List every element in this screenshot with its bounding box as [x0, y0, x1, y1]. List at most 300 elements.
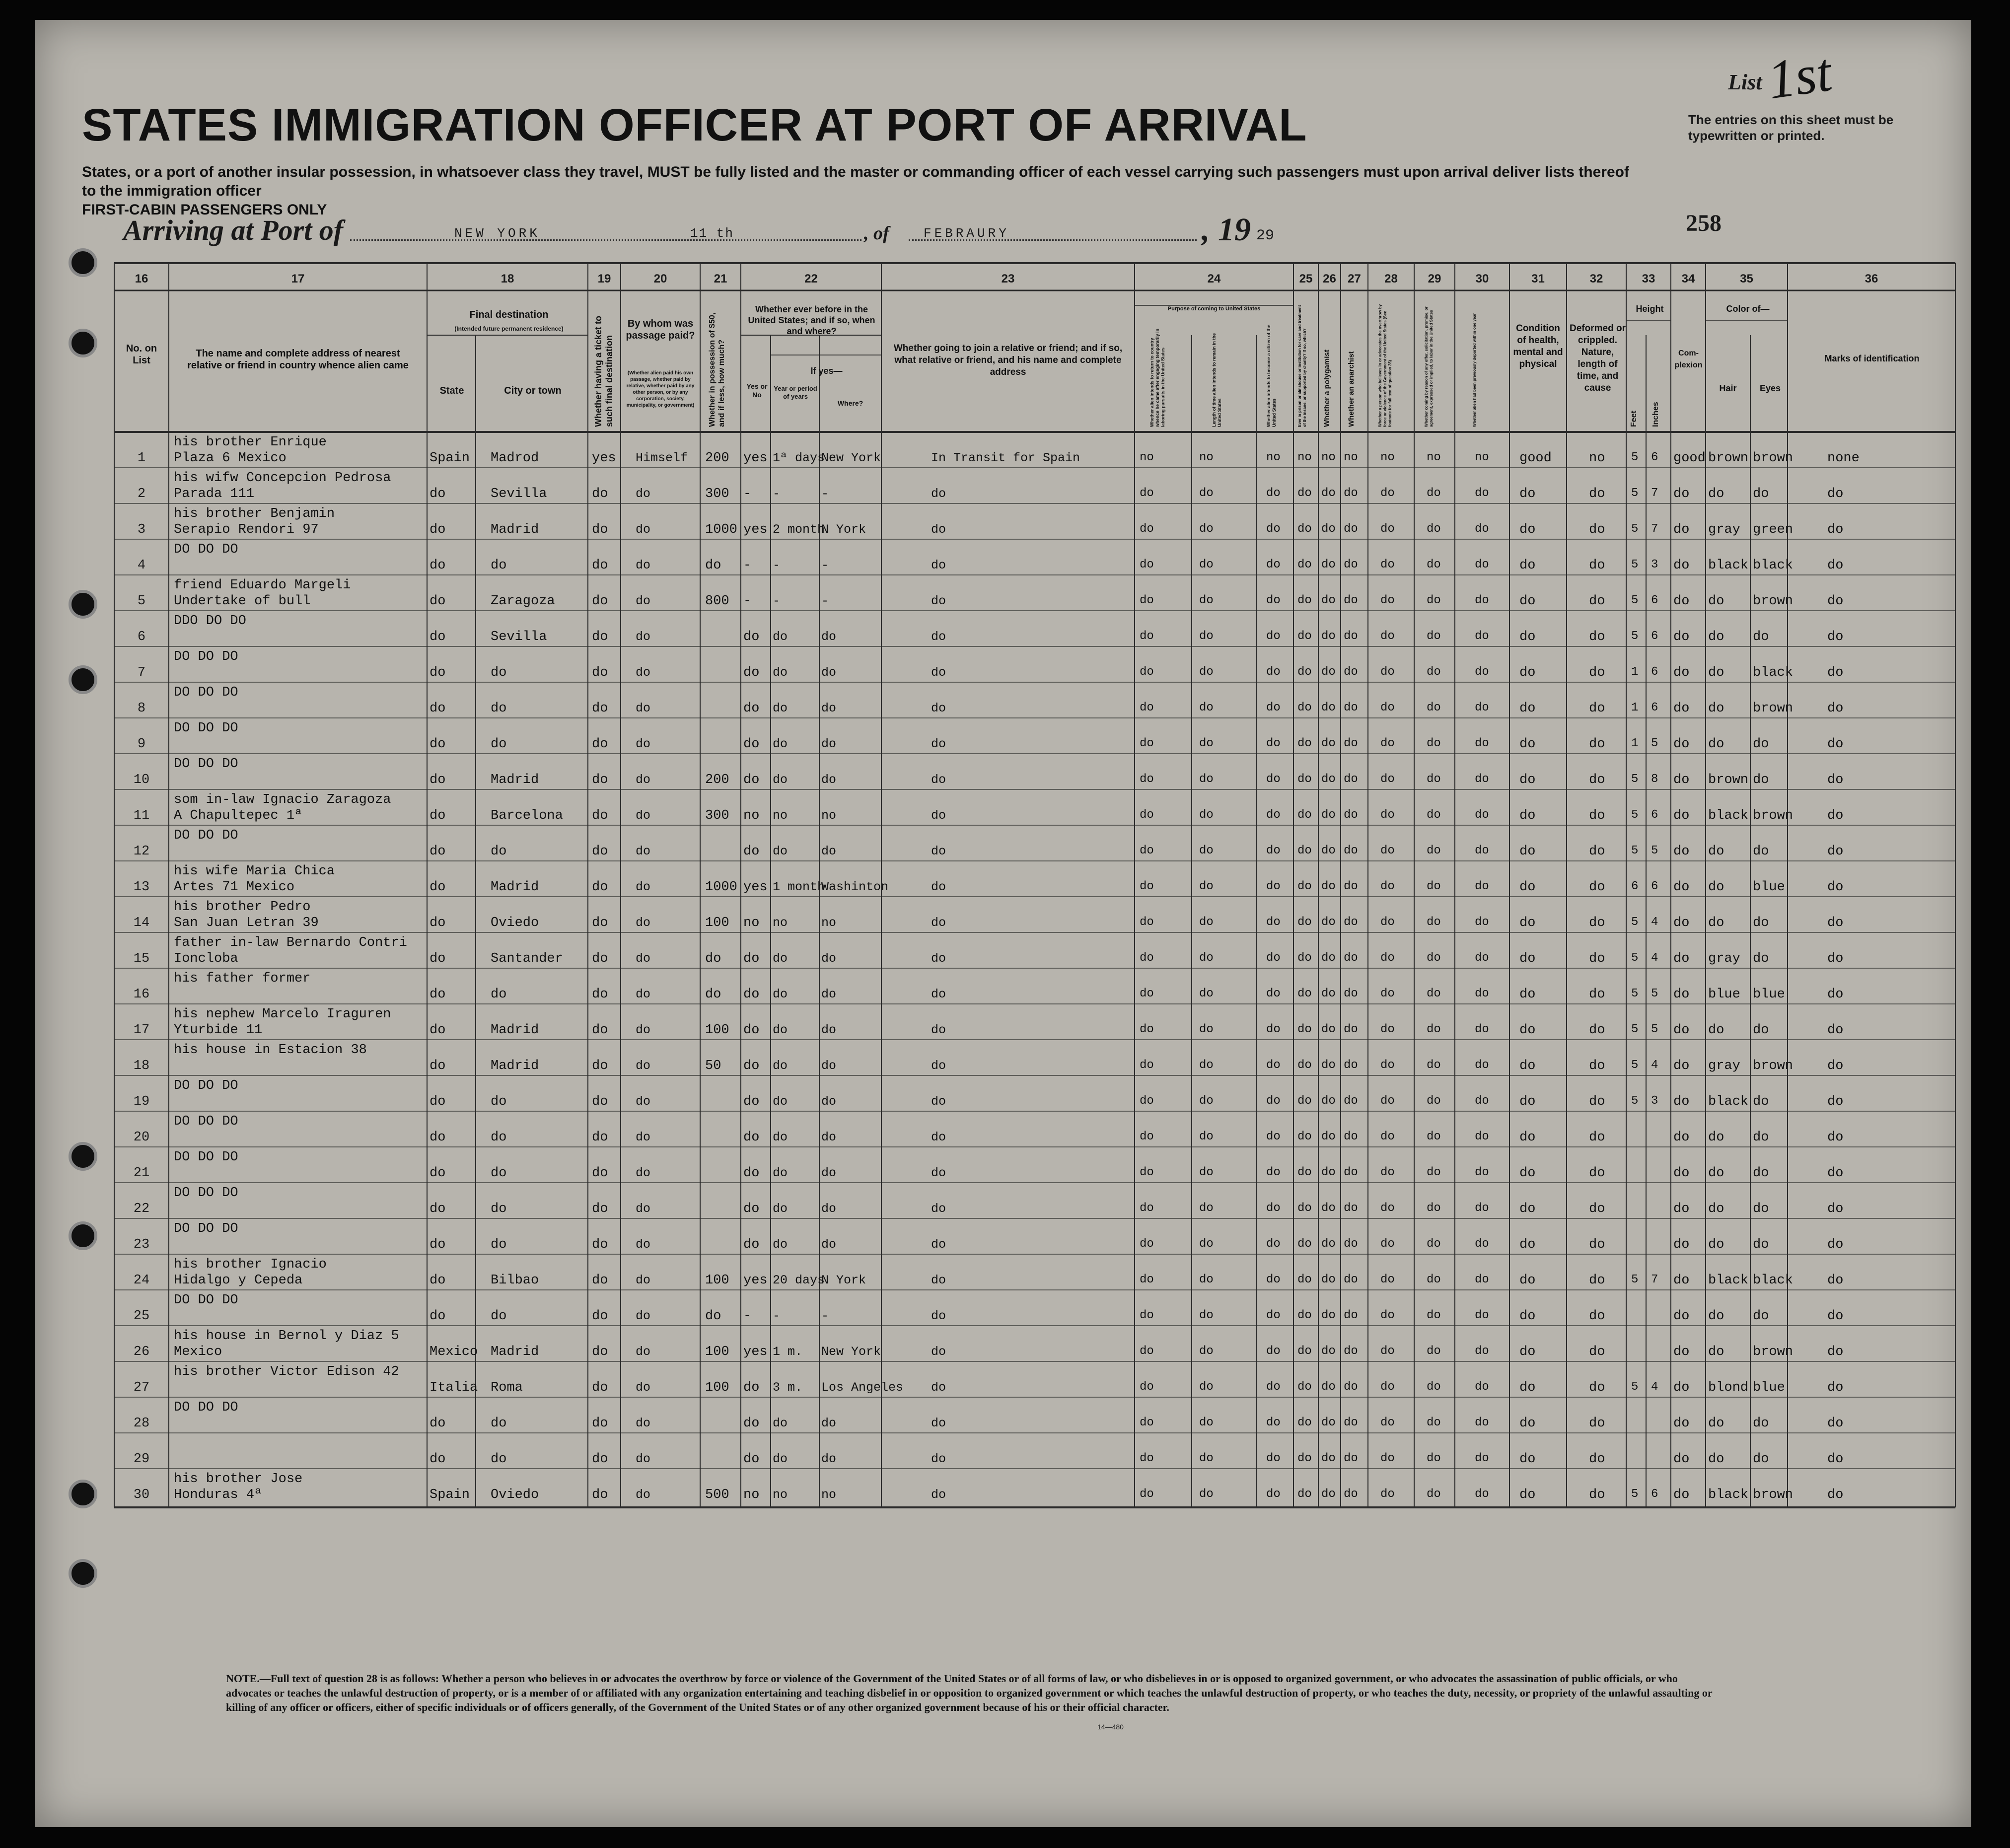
cell-in: 4	[1651, 1380, 1658, 1394]
cell-c28: do	[1380, 1059, 1395, 1072]
cell-join: do	[931, 1094, 946, 1109]
class-label: FIRST-CABIN PASSENGERS ONLY	[82, 202, 327, 218]
cell-health: do	[1519, 558, 1536, 573]
cell-ticket: do	[592, 1380, 608, 1395]
cell-complexion: do	[1673, 737, 1690, 752]
cell-period: do	[773, 737, 788, 751]
cell-marks: do	[1827, 594, 1844, 609]
cell-p1: do	[1140, 1094, 1154, 1108]
cell-money: do	[705, 558, 721, 573]
cell-c30: do	[1475, 1237, 1489, 1251]
cell-c26: do	[1321, 1416, 1336, 1429]
cell-c29: do	[1427, 487, 1441, 500]
cell-yesno: do	[743, 1452, 760, 1467]
column-number: 17	[291, 272, 305, 285]
cell-c27: do	[1344, 1416, 1358, 1429]
cell-yesno: -	[743, 487, 752, 501]
cell-health: do	[1519, 1416, 1536, 1431]
cell-paid: do	[636, 665, 651, 680]
cell-join: do	[931, 1488, 946, 1502]
cell-where: do	[821, 1059, 837, 1073]
cell-c29: do	[1427, 701, 1441, 714]
cell-city: do	[491, 987, 507, 1002]
cell-health: do	[1519, 844, 1536, 859]
cell-where: do	[821, 1166, 837, 1180]
cell-p1: do	[1140, 808, 1154, 822]
cell-p1: do	[1140, 844, 1154, 857]
cell-p3: do	[1266, 1023, 1281, 1036]
relative-name: DO DO DO	[174, 757, 238, 772]
cell-city: do	[491, 1202, 507, 1216]
cell-city: Zaragoza	[491, 594, 555, 609]
cell-p2: do	[1199, 522, 1214, 536]
cell-deformed: do	[1589, 487, 1605, 501]
cell-c30: do	[1475, 987, 1489, 1000]
cell-period: do	[773, 951, 788, 966]
cell-in: 6	[1651, 880, 1658, 893]
cell-c26: no	[1321, 451, 1336, 464]
cell-yesno: do	[743, 630, 760, 644]
arrival-year-prefix: , 19	[1202, 212, 1251, 248]
cell-yesno: do	[743, 1059, 760, 1073]
cell-yesno: -	[743, 558, 752, 573]
cell-period: do	[773, 1059, 788, 1073]
cell-c27: do	[1344, 773, 1358, 786]
cell-deformed: do	[1589, 808, 1605, 823]
column-number: 28	[1384, 272, 1398, 285]
cell-health: do	[1519, 1023, 1536, 1038]
header-color-of: Color of—	[1726, 304, 1770, 314]
cell-marks: do	[1827, 844, 1844, 859]
cell-ticket: do	[592, 987, 608, 1002]
cell-c28: do	[1380, 1202, 1395, 1215]
cell-eyes: blue	[1753, 880, 1785, 895]
cell-health: do	[1519, 1237, 1536, 1252]
cell-c26: do	[1321, 1094, 1336, 1108]
cell-join: do	[931, 558, 946, 572]
relative-name: DO DO DO	[174, 1114, 238, 1129]
cell-in: 5	[1651, 987, 1658, 1000]
cell-c29: do	[1427, 594, 1441, 607]
cell-eyes: do	[1753, 844, 1769, 859]
cell-p3: do	[1266, 487, 1281, 500]
cell-c29: do	[1427, 1380, 1441, 1394]
cell-p3: do	[1266, 880, 1281, 893]
cell-c27: do	[1344, 1452, 1358, 1465]
cell-in: 5	[1651, 737, 1658, 750]
cell-ft: 5	[1631, 522, 1639, 536]
cell-p2: do	[1199, 844, 1214, 857]
cell-state: do	[430, 1094, 446, 1109]
cell-city: do	[491, 844, 507, 859]
cell-yesno: no	[743, 1488, 760, 1502]
cell-where: Los Angeles	[821, 1380, 904, 1395]
cell-c27: do	[1344, 1273, 1358, 1286]
cell-state: do	[430, 665, 446, 680]
cell-yesno: no	[743, 808, 760, 823]
cell-p1: do	[1140, 951, 1154, 965]
relative-address: Plaza 6 Mexico	[174, 451, 287, 466]
header-purpose-b: Length of time alien intends to remain in the United States	[1212, 333, 1222, 427]
cell-health: do	[1519, 737, 1536, 752]
cell-c27: do	[1344, 558, 1358, 571]
cell-health: do	[1519, 1059, 1536, 1073]
cell-money: 100	[705, 1345, 729, 1359]
cell-state: do	[430, 844, 446, 859]
cell-c30: do	[1475, 916, 1489, 929]
cell-city: do	[491, 558, 507, 573]
header-eyes: Eyes	[1759, 383, 1781, 393]
cell-ticket: do	[592, 487, 608, 501]
cell-paid: do	[636, 1488, 651, 1502]
relative-address: A Chapultepec 1ª	[174, 808, 303, 823]
cell-complexion: do	[1673, 880, 1690, 895]
cell-paid: do	[636, 630, 651, 644]
cell-join: do	[931, 1309, 946, 1323]
cell-yesno: yes	[743, 522, 768, 537]
cell-marks: do	[1827, 1059, 1844, 1073]
cell-c29: do	[1427, 1130, 1441, 1143]
cell-c26: do	[1321, 1273, 1336, 1286]
row-number: 4	[137, 558, 146, 573]
relative-name: DO DO DO	[174, 828, 238, 843]
cell-c25: do	[1297, 1202, 1312, 1215]
relative-name: his brother Ignacio	[174, 1257, 327, 1272]
cell-p2: do	[1199, 773, 1214, 786]
page-subtitle: States, or a port of another insular possession, in whatsoever class they travel, MUST be fully listed and the master or commanding officer of each vessel carrying such passengers must upon arrival deliver lists thereof to the immigration officer FIRST-CABIN PASSENGERS ONLY	[82, 164, 1629, 218]
cell-period: 1 month	[773, 880, 825, 894]
cell-health: do	[1519, 1202, 1536, 1216]
cell-c25: no	[1297, 451, 1312, 464]
arrival-day: 11 th	[690, 226, 734, 241]
cell-yesno: do	[743, 1416, 760, 1431]
cell-deformed: do	[1589, 880, 1605, 895]
header-where: Where?	[837, 399, 863, 407]
cell-money: 50	[705, 1059, 721, 1073]
cell-money: 800	[705, 594, 729, 609]
column-number: 25	[1299, 272, 1313, 285]
cell-c27: do	[1344, 1130, 1358, 1143]
cell-yesno: yes	[743, 1273, 768, 1288]
cell-in: 4	[1651, 916, 1658, 929]
cell-ft: 5	[1631, 951, 1639, 965]
header-if-yes: If yes—	[810, 366, 843, 376]
cell-eyes: do	[1753, 1452, 1769, 1467]
row-number: 2	[137, 487, 146, 501]
row-number: 30	[133, 1488, 150, 1502]
cell-city: Barcelona	[491, 808, 563, 823]
cell-c29: do	[1427, 522, 1441, 536]
cell-p3: do	[1266, 1094, 1281, 1108]
cell-period: do	[773, 630, 788, 644]
cell-city: Madrid	[491, 1059, 539, 1073]
cell-ticket: do	[592, 1202, 608, 1216]
cell-marks: do	[1827, 1416, 1844, 1431]
cell-state: do	[430, 737, 446, 752]
column-number: 24	[1207, 272, 1221, 285]
relative-name: DO DO DO	[174, 721, 238, 736]
cell-marks: do	[1827, 1130, 1844, 1145]
row-number: 23	[133, 1237, 150, 1252]
cell-city: do	[491, 1237, 507, 1252]
header-relative: The name and complete address of nearest relative or friend in country whence alien came	[187, 348, 409, 371]
cell-paid: do	[636, 1452, 651, 1466]
cell-p2: do	[1199, 487, 1214, 500]
cell-ticket: do	[592, 522, 608, 537]
cell-join: do	[931, 594, 946, 608]
cell-p2: do	[1199, 916, 1214, 929]
cell-c28: do	[1380, 1023, 1395, 1036]
cell-hair: do	[1708, 1130, 1724, 1145]
cell-join: do	[931, 487, 946, 501]
cell-state: do	[430, 1309, 446, 1324]
header-possession: Whether in possession of $50, and if less, how much?	[708, 312, 726, 427]
cell-marks: do	[1827, 880, 1844, 895]
cell-c29: do	[1427, 737, 1441, 750]
cell-city: Madrid	[491, 1023, 539, 1038]
cell-c28: do	[1380, 844, 1395, 857]
cell-period: do	[773, 1094, 788, 1109]
cell-c26: do	[1321, 1380, 1336, 1394]
cell-c27: do	[1344, 1202, 1358, 1215]
cell-state: do	[430, 594, 446, 609]
cell-join: do	[931, 1023, 946, 1037]
header-final-destination: Final destination	[469, 309, 549, 320]
cell-p2: do	[1199, 558, 1214, 571]
cell-p3: do	[1266, 1202, 1281, 1215]
cell-where: do	[821, 1130, 837, 1144]
cell-marks: do	[1827, 630, 1844, 644]
cell-join: do	[931, 951, 946, 966]
cell-paid: do	[636, 558, 651, 572]
cell-complexion: do	[1673, 522, 1690, 537]
relative-address: Mexico	[174, 1345, 222, 1359]
form-number: 14—480	[1097, 1723, 1124, 1731]
column-number: 23	[1001, 272, 1015, 285]
cell-health: do	[1519, 1488, 1536, 1502]
cell-c30: do	[1475, 844, 1489, 857]
cell-complexion: do	[1673, 916, 1690, 930]
cell-in: 6	[1651, 701, 1658, 714]
cell-eyes: do	[1753, 916, 1769, 930]
cell-c28: no	[1380, 451, 1395, 464]
cell-deformed: do	[1589, 1416, 1605, 1431]
cell-state: do	[430, 1273, 446, 1288]
cell-period: do	[773, 1202, 788, 1216]
cell-p1: do	[1140, 1452, 1154, 1465]
cell-c30: do	[1475, 951, 1489, 965]
cell-c28: do	[1380, 1380, 1395, 1394]
binder-hole	[69, 1559, 97, 1588]
cell-state: Mexico	[430, 1345, 478, 1359]
binder-hole	[69, 1221, 97, 1250]
cell-c30: do	[1475, 1416, 1489, 1429]
cell-deformed: do	[1589, 844, 1605, 859]
cell-c28: do	[1380, 987, 1395, 1000]
cell-where: no	[821, 808, 837, 823]
cell-c25: do	[1297, 916, 1312, 929]
cell-ft: 1	[1631, 665, 1639, 679]
cell-join: do	[931, 1130, 946, 1144]
cell-city: Madrid	[491, 773, 539, 787]
cell-paid: do	[636, 987, 651, 1001]
cell-period: no	[773, 808, 788, 823]
cell-p3: do	[1266, 844, 1281, 857]
cell-deformed: do	[1589, 522, 1605, 537]
cell-paid: do	[636, 1309, 651, 1323]
cell-health: do	[1519, 1166, 1536, 1181]
cell-c27: do	[1344, 522, 1358, 536]
column-number: 36	[1865, 272, 1878, 285]
cell-period: do	[773, 1023, 788, 1037]
column-number: 18	[501, 272, 514, 285]
cell-city: Santander	[491, 951, 563, 966]
binder-hole	[69, 329, 97, 357]
relative-name: his brother Enrique	[174, 435, 327, 450]
cell-deformed: do	[1589, 1380, 1605, 1395]
cell-state: Spain	[430, 1488, 470, 1502]
cell-hair: brown	[1708, 451, 1749, 466]
row-number: 20	[133, 1130, 150, 1145]
cell-p3: do	[1266, 1130, 1281, 1143]
cell-c29: do	[1427, 1094, 1441, 1108]
cell-join: do	[931, 1166, 946, 1180]
cell-join: do	[931, 1416, 946, 1430]
cell-complexion: good	[1673, 451, 1706, 466]
header-c32: Deformed or crippled. Nature, length of time, and cause	[1570, 323, 1626, 393]
cell-c30: do	[1475, 737, 1489, 750]
cell-in: 6	[1651, 1488, 1658, 1501]
cell-city: do	[491, 737, 507, 752]
row-number: 14	[133, 916, 150, 930]
cell-marks: do	[1827, 951, 1844, 966]
cell-paid: do	[636, 808, 651, 823]
header-c30: Whether alien had been previously deported within one year	[1472, 313, 1477, 427]
cell-hair: do	[1708, 1452, 1724, 1467]
cell-eyes: do	[1753, 1309, 1769, 1324]
cell-paid: do	[636, 1273, 651, 1287]
cell-deformed: do	[1589, 1059, 1605, 1073]
cell-p3: do	[1266, 1416, 1281, 1429]
cell-city: Roma	[491, 1380, 523, 1395]
cell-in: 4	[1651, 951, 1658, 965]
cell-ticket: do	[592, 594, 608, 609]
row-number: 26	[133, 1345, 150, 1359]
relative-name: his house in Bernol y Diaz 5	[174, 1329, 399, 1344]
cell-in: 7	[1651, 522, 1658, 536]
cell-deformed: do	[1589, 987, 1605, 1002]
cell-c26: do	[1321, 630, 1336, 643]
cell-c25: do	[1297, 522, 1312, 536]
cell-paid: do	[636, 1094, 651, 1109]
row-number: 1	[137, 451, 146, 466]
cell-paid: do	[636, 1059, 651, 1073]
cell-health: do	[1519, 1452, 1536, 1467]
cell-period: do	[773, 665, 788, 680]
cell-ft: 5	[1631, 451, 1639, 464]
arriving-label: Arriving at Port of	[123, 214, 344, 246]
column-number: 29	[1428, 272, 1441, 285]
cell-ft: 5	[1631, 558, 1639, 571]
cell-yesno: do	[743, 1166, 760, 1181]
cell-complexion: do	[1673, 1166, 1690, 1181]
cell-city: Oviedo	[491, 1488, 539, 1502]
row-number: 17	[133, 1023, 150, 1038]
cell-ft: 5	[1631, 987, 1639, 1000]
cell-yesno: do	[743, 1237, 760, 1252]
cell-where: do	[821, 844, 837, 858]
cell-state: do	[430, 487, 446, 501]
cell-hair: gray	[1708, 522, 1740, 537]
list-label: List	[1728, 70, 1762, 94]
cell-eyes: brown	[1753, 1059, 1794, 1073]
header-c28: Whether a person who believes in or advocates the overthrow by force or violence of the Government of the United States (See footnote for full text of question 28)	[1378, 304, 1392, 427]
cell-city: Madrid	[491, 1345, 539, 1359]
cell-c26: do	[1321, 487, 1336, 500]
cell-c30: do	[1475, 594, 1489, 607]
cell-c30: do	[1475, 701, 1489, 714]
cell-city: do	[491, 1309, 507, 1324]
cell-c29: do	[1427, 630, 1441, 643]
cell-marks: do	[1827, 1166, 1844, 1181]
cell-ft: 1	[1631, 737, 1639, 750]
cell-c27: do	[1344, 1094, 1358, 1108]
cell-ticket: do	[592, 630, 608, 644]
cell-c25: do	[1297, 630, 1312, 643]
cell-c26: do	[1321, 701, 1336, 714]
relative-name: his wife Maria Chica	[174, 864, 335, 879]
cell-health: do	[1519, 630, 1536, 644]
cell-ticket: yes	[592, 451, 616, 466]
cell-deformed: do	[1589, 951, 1605, 966]
column-number: 27	[1348, 272, 1361, 285]
cell-where: N York	[821, 1273, 866, 1287]
cell-paid: do	[636, 1237, 651, 1252]
cell-p1: do	[1140, 1273, 1154, 1286]
cell-hair: do	[1708, 844, 1724, 859]
cell-ticket: do	[592, 737, 608, 752]
cell-where: do	[821, 1023, 837, 1037]
cell-eyes: brown	[1753, 594, 1794, 609]
cell-c30: do	[1475, 1059, 1489, 1072]
header-ever-before: Whether ever before in the United States; and if so, when and where?	[748, 304, 875, 336]
cell-c28: do	[1380, 1237, 1395, 1251]
cell-p3: do	[1266, 1059, 1281, 1072]
cell-complexion: do	[1673, 1023, 1690, 1038]
cell-complexion: do	[1673, 1273, 1690, 1288]
cell-where: do	[821, 773, 837, 787]
row-number: 11	[133, 808, 150, 823]
cell-where: -	[821, 1309, 829, 1323]
cell-hair: do	[1708, 701, 1724, 716]
cell-p2: do	[1199, 1345, 1214, 1358]
cell-health: do	[1519, 701, 1536, 716]
cell-ticket: do	[592, 1059, 608, 1073]
cell-c25: do	[1297, 1130, 1312, 1143]
header-year-period: Year or period of years	[774, 385, 817, 400]
cell-money: 200	[705, 773, 729, 787]
cell-c28: do	[1380, 1345, 1395, 1358]
cell-c30: no	[1475, 451, 1489, 464]
cell-p3: do	[1266, 1273, 1281, 1286]
cell-money: 100	[705, 1273, 729, 1288]
cell-p3: do	[1266, 1488, 1281, 1501]
relative-name: DDO DO DO	[174, 614, 246, 629]
cell-c28: do	[1380, 951, 1395, 965]
cell-state: do	[430, 808, 446, 823]
cell-paid: do	[636, 1416, 651, 1430]
cell-join: do	[931, 773, 946, 787]
